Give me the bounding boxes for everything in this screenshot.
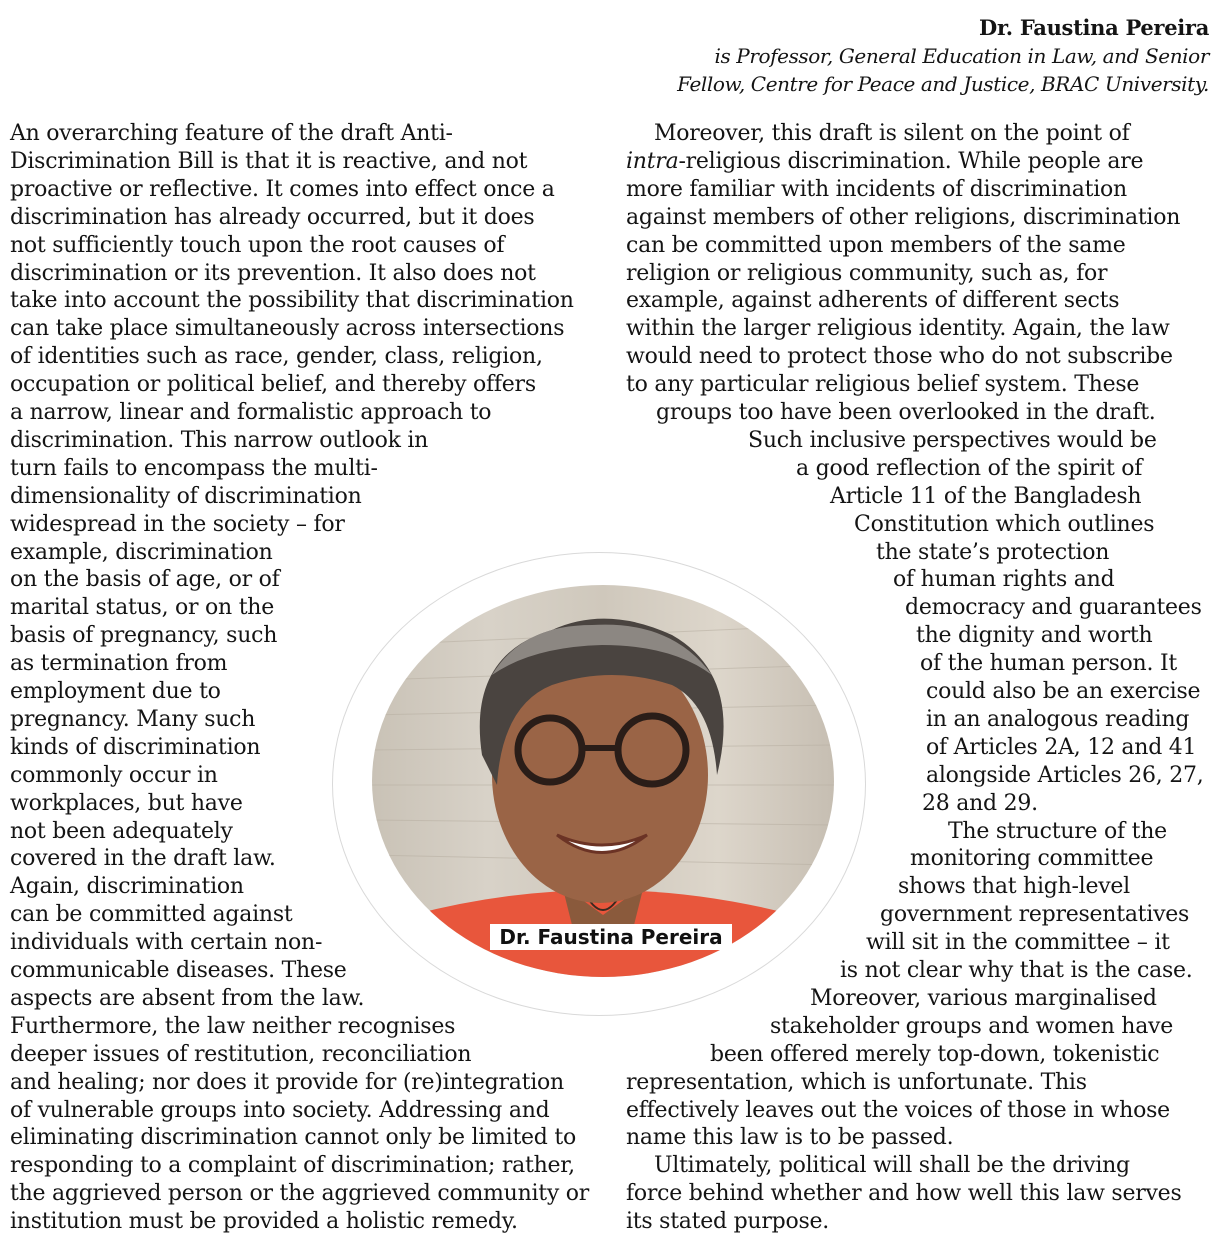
- text-line: deeper issues of restitution, reconciliation: [10, 1041, 472, 1067]
- text-line: can take place simultaneously across intersections: [10, 316, 565, 342]
- text-line: widespread in the society – for: [10, 511, 345, 537]
- text-line: can be committed upon members of the same: [626, 232, 1126, 258]
- text-line: of the human person. It: [920, 651, 1177, 677]
- text-line: of identities such as race, gender, class, religion,: [10, 344, 543, 370]
- text-line: Such inclusive perspectives would be: [748, 427, 1157, 453]
- text-line: discrimination or its prevention. It also does not: [10, 260, 536, 286]
- text-line: is not clear why that is the case.: [840, 958, 1193, 983]
- author-description-line-1: is Professor, General Education in Law, and Senior: [714, 44, 1209, 68]
- text-line: shows that high-level: [898, 874, 1130, 900]
- text-line: stakeholder groups and women have: [770, 1013, 1174, 1039]
- text-line: to any particular religious belief system. These: [626, 372, 1140, 398]
- text-line: Constitution which outlines: [854, 511, 1155, 537]
- text-line: Furthermore, the law neither recognises: [10, 1013, 456, 1039]
- text-line: Article 11 of the Bangladesh: [830, 483, 1142, 509]
- author-description-line-2: Fellow, Centre for Peace and Justice, BRAC University.: [677, 72, 1209, 96]
- text-line: covered in the draft law.: [10, 846, 276, 872]
- text-line: The structure of the: [948, 818, 1167, 844]
- text-line: of Articles 2A, 12 and 41: [926, 734, 1197, 760]
- text-line: representation, which is unfortunate. This: [626, 1069, 1087, 1095]
- text-line: pregnancy. Many such: [10, 706, 256, 732]
- text-line: Moreover, this draft is silent on the point of: [654, 121, 1130, 146]
- text-line: been offered merely top-down, tokenistic: [710, 1041, 1160, 1067]
- author-photo: [372, 585, 834, 977]
- text-line: on the basis of age, or of: [10, 567, 280, 593]
- text-line: employment due to: [10, 679, 221, 704]
- text-line: Ultimately, political will shall be the driving: [654, 1153, 1130, 1179]
- text-line: religion or religious community, such as, for: [626, 260, 1108, 286]
- text-line: against members of other religions, discrimination: [626, 204, 1181, 230]
- text-line: eliminating discrimination cannot only be limited to: [10, 1125, 576, 1151]
- portrait-illustration: [372, 585, 834, 977]
- text-line: in an analogous reading: [926, 706, 1190, 732]
- text-line: not sufficiently touch upon the root causes of: [10, 232, 505, 258]
- text-line: the aggrieved person or the aggrieved community or: [10, 1181, 590, 1207]
- text-line: will sit in the committee – it: [866, 930, 1170, 956]
- text-line: would need to protect those who do not subscribe: [626, 344, 1173, 370]
- text-line: Again, discrimination: [10, 874, 244, 900]
- text-line: 28 and 29.: [922, 790, 1038, 816]
- text-line: name this law is to be passed.: [626, 1125, 954, 1151]
- text-line: Discrimination Bill is that it is reactive, and not: [10, 148, 528, 174]
- author-byline: [677, 14, 1209, 98]
- text-line: An overarching feature of the draft Anti-: [10, 121, 453, 146]
- text-line: can be committed against: [10, 902, 293, 928]
- text-line: commonly occur in: [10, 762, 218, 788]
- text-line: groups too have been overlooked in the draft.: [656, 400, 1156, 425]
- text-line: intra-religious discrimination. While people are: [626, 148, 1144, 174]
- text-line: alongside Articles 26, 27,: [926, 762, 1204, 788]
- text-line: and healing; nor does it provide for (re)integration: [10, 1069, 564, 1095]
- text-line: discrimination has already occurred, but it does: [10, 204, 535, 230]
- text-line: monitoring committee: [910, 846, 1154, 872]
- text-line: turn fails to encompass the multi-: [10, 455, 378, 481]
- photo-caption: Dr. Faustina Pereira: [490, 924, 732, 950]
- text-line: dimensionality of discrimination: [10, 483, 362, 509]
- text-line: responding to a complaint of discrimination; rather,: [10, 1153, 575, 1179]
- text-line: example, discrimination: [10, 539, 273, 565]
- text-line: basis of pregnancy, such: [10, 623, 278, 649]
- text-line: occupation or political belief, and thereby offers: [10, 372, 536, 398]
- text-line: the state’s protection: [876, 539, 1110, 565]
- text-line: workplaces, but have: [10, 790, 243, 816]
- text-line: a narrow, linear and formalistic approach to: [10, 400, 492, 425]
- text-line: proactive or reflective. It comes into effect once a: [10, 176, 555, 202]
- text-line: aspects are absent from the law.: [10, 985, 365, 1011]
- text-line: of vulnerable groups into society. Addressing and: [10, 1097, 550, 1123]
- text-line: could also be an exercise: [926, 679, 1201, 704]
- text-line: example, against adherents of different sects: [626, 288, 1120, 314]
- text-line: of human rights and: [893, 567, 1115, 593]
- text-line: the dignity and worth: [916, 623, 1153, 649]
- text-line: individuals with certain non-: [10, 930, 323, 956]
- text-line: not been adequately: [10, 818, 233, 844]
- text-line: discrimination. This narrow outlook in: [10, 427, 429, 453]
- text-line: take into account the possibility that discrimination: [10, 288, 574, 314]
- text-line: force behind whether and how well this law serves: [626, 1181, 1182, 1207]
- text-line: as termination from: [10, 651, 228, 677]
- text-line: a good reflection of the spirit of: [796, 455, 1143, 481]
- author-name: Dr. Faustina Pereira: [979, 15, 1209, 40]
- text-line: marital status, or on the: [10, 595, 274, 621]
- text-line: institution must be provided a holistic remedy.: [10, 1209, 518, 1235]
- text-line: effectively leaves out the voices of those in whose: [626, 1097, 1170, 1123]
- text-line: its stated purpose.: [626, 1209, 829, 1235]
- text-line: kinds of discrimination: [10, 734, 261, 760]
- text-line: government representatives: [880, 902, 1190, 928]
- text-line: Moreover, various marginalised: [810, 985, 1157, 1011]
- text-line: within the larger religious identity. Again, the law: [626, 316, 1170, 342]
- text-line: more familiar with incidents of discrimination: [626, 176, 1127, 202]
- text-line: democracy and guarantees: [905, 595, 1202, 621]
- text-line: communicable diseases. These: [10, 958, 347, 983]
